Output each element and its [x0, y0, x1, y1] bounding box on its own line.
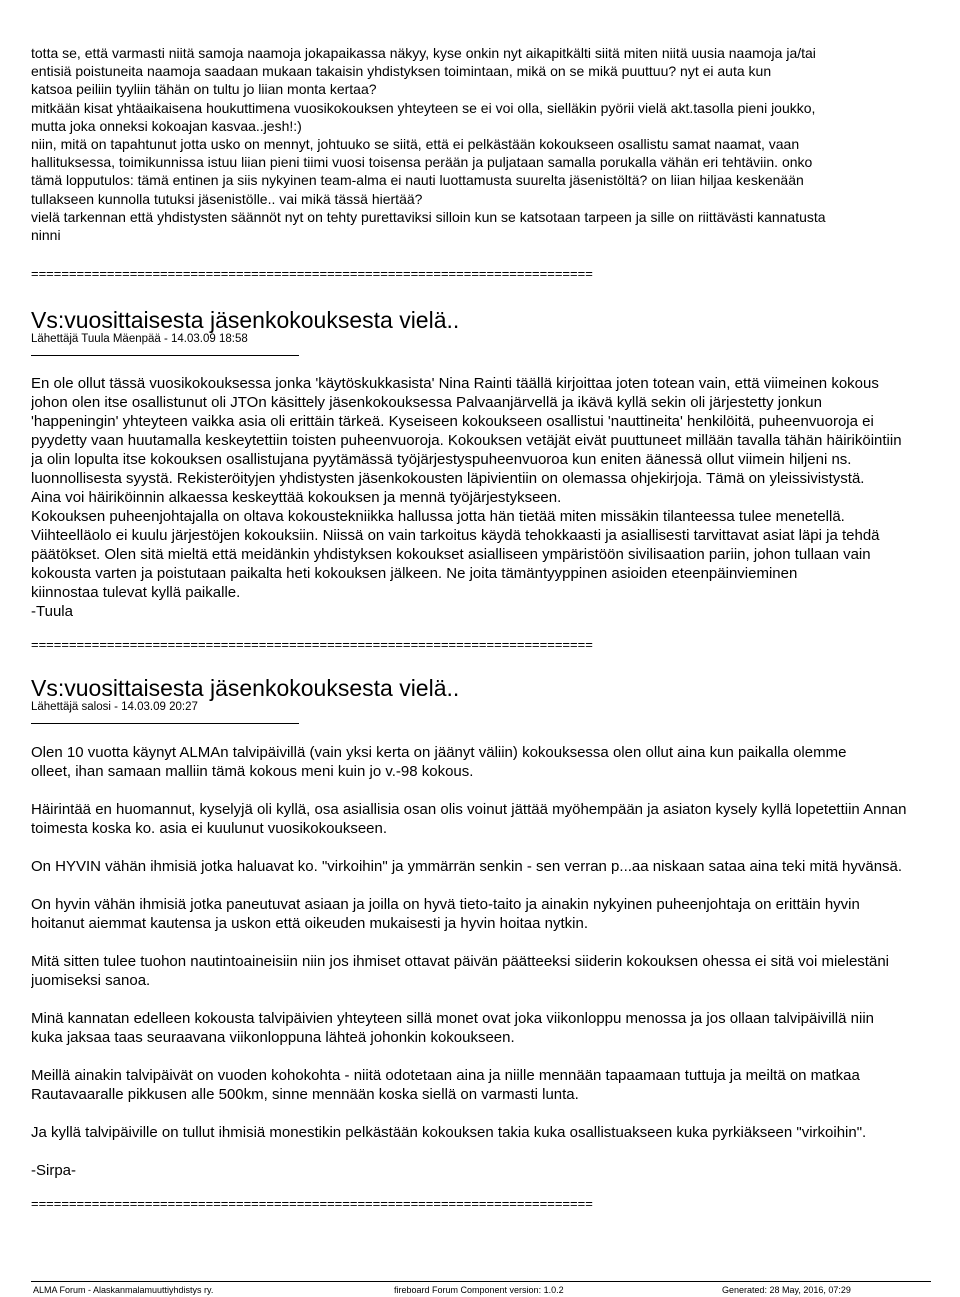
text-line: Ja kyllä talvipäiville on tullut ihmisiä monestikin pelkästään kokouksen takia kuka osallistuakseen kuka pyrkiäkseen "virkoihin".	[31, 1124, 867, 1142]
text-line: katsoa peiliin tyyliin tähän on tultu jo liian monta kertaa?	[31, 81, 377, 98]
text-line: Häirintää en huomannut, kyselyjä oli kyllä, osa asiallisia osan olis voinut jättää myöhempään ja asiaton kysely kyllä lopetettiin Annan	[31, 801, 907, 819]
text-line: 'happeningin' yhteyteen vaikka asia oli erittäin tärkeä. Kyseiseen kokoukseen osallistui 'nauttineita' henkilöitä, puheenvuoroja ei	[31, 413, 874, 431]
text-line: totta se, että varmasti niitä samoja naamoja jokapaikassa näkyy, kyse onkin nyt aikapitkälti siitä miten niitä uusia naamoja ja/tai	[31, 45, 816, 61]
text-line: tämä lopputulos: tämä entinen ja siis nykyinen team-alma ei nauti luottamusta suurelta jäsenistöltä? on liian hiljaa keskenään	[31, 172, 804, 189]
text-line: hoitanut aiemmat kautensa ja uskon että oikeuden mukaisesti ja hyvin hoitaa nytkin.	[31, 915, 588, 933]
text-line: entisiä poistuneita naamoja saadaan mukaan takaisin yhdistyksen toimintaan, mikä on se mikä puuttuu? nyt ei auta kun	[31, 63, 772, 80]
text-line: mutta joka onneksi kokoajan kasvaa..jesh!:)	[31, 117, 302, 134]
text-line: tullakseen kunnolla tutuksi jäsenistölle.. vai mikä tässä hiertää?	[31, 190, 423, 207]
text-line: päätökset. Olen sitä mieltä että meidänkin yhdistyksen kokoukset asialliseen ympäristöön sivilisaation pariin, johon tullaan vain	[31, 546, 871, 564]
post-body	[31, 374, 960, 621]
text-line: ja olin lopulta itse kokouksen osallistujana pyytämässä työjärjestyspuheenvuoroa kun eniten äänessä ollut viimein hiljeni ns.	[31, 451, 852, 469]
signature: -Sirpa-	[31, 1162, 77, 1180]
text-line: Kokouksen puheenjohtajalla on oltava kokoustekniikka hallussa jotta hän tietää miten missäkin tilanteessa tulee menetellä.	[31, 508, 845, 526]
text-line: juomiseksi sanoa.	[31, 972, 151, 990]
footer-site-name: ALMA Forum - Alaskanmalamuuttiyhdistys ry.	[33, 1285, 214, 1295]
intro-post-body	[31, 44, 960, 244]
post-title: Vs:vuosittaisesta jäsenkokouksesta vielä..	[31, 675, 460, 702]
forum-page	[31, 44, 960, 1211]
text-line: luonnollisesta syystä. Rekisteröityjen yhdistysten jäsenkokousten läpivientiin on olemassa ohjekirjoja. Tämä on yleissivistystä.	[31, 470, 865, 488]
post-title: Vs:vuosittaisesta jäsenkokouksesta vielä..	[31, 307, 460, 334]
text-line: olleet, ihan samaan malliin tämä kokous meni kuin jo v.-98 kokous.	[31, 763, 474, 781]
footer-divider	[31, 1281, 931, 1282]
paragraph	[31, 895, 960, 933]
text-line: -Tuula	[31, 603, 73, 621]
paragraph	[31, 1066, 960, 1104]
text-line: Rautavaaralle pikkusen alle 500km, sinne mennään koska siellä on varmasti lunta.	[31, 1086, 579, 1104]
text-line: ninni	[31, 227, 61, 244]
text-line: kuka jaksaa taas seuraavana viikonloppuna lähteä johonkin kokoukseen.	[31, 1029, 515, 1047]
text-line: Mitä sitten tulee tuohon nautintoaineisiin niin jos ihmiset ottavat päivän päätteeksi siiderin kokouksen ohessa ei sitä voi mielestäni	[31, 953, 889, 971]
text-line: toimesta koska ko. asia ei kuulunut vuosikokoukseen.	[31, 820, 388, 838]
text-line: kokousta varten ja poistutaan paikalta heti kokouksen jälkeen. Ne joita tämäntyyppinen asioiden eteenpäinvieminen	[31, 565, 798, 583]
post-body	[31, 743, 960, 1180]
text-line: On hyvin vähän ihmisiä jotka paneutuvat asiaan ja joilla on hyvä tieto-taito ja ainakin nykyinen puheenjohtaja on erittäin hyvin	[31, 896, 860, 914]
paragraph	[31, 800, 960, 838]
text-line: hallituksessa, toimikunnissa istuu liian pieni tiimi vuosi toisensa perään ja puljataan samalla porukalla vähän eri tehtäviin. onko	[31, 154, 813, 171]
paragraph	[31, 743, 960, 781]
footer-generated-date: Generated: 28 May, 2016, 07:29	[722, 1285, 851, 1295]
text-line: Minä kannatan edelleen kokousta talvipäivien yhteyteen sillä monet ovat joka viikonloppu menossa ja jos ollaan talvipäivillä niin	[31, 1010, 875, 1028]
text-line: vielä tarkennan että yhdistysten säännöt nyt on tehty purettaviksi silloin kun se katsotaan tarpeen ja sille on riittävästi kannatusta	[31, 208, 826, 225]
paragraph	[31, 1123, 960, 1142]
paragraph	[31, 1009, 960, 1047]
paragraph	[31, 857, 960, 876]
paragraph	[31, 952, 960, 990]
text-line: On HYVIN vähän ihmisiä jotka haluavat ko. "virkoihin" ja ymmärrän senkin - sen verran p...aa niskaan sataa aina teki mitä hyvänsä.	[31, 858, 903, 876]
text-line: mitkään kisat yhtäaikaisena houkuttimena vuosikokouksen yhteyteen se ei voi olla, sielläkin pyörii vielä akt.tasolla pieni joukko,	[31, 99, 816, 116]
post-separator: ==========================================================================	[31, 266, 593, 282]
text-line: pyydetty vaan huutamalla keskeytettiin toisten puheenvuoroja. Kokouksen vetäjät eivät puuttuneet millään tavalla tähän häiriköintiin	[31, 432, 902, 450]
text-line: kiinnostaa tulevat kyllä paikalle.	[31, 584, 241, 602]
text-line: niin, mitä on tapahtunut jotta usko on mennyt, johtuuko se siitä, että ei pelkästään kokoukseen osallistu samat naamat, vaan	[31, 136, 800, 153]
post-separator: ==========================================================================	[31, 1196, 593, 1212]
text-line: Olen 10 vuotta käynyt ALMAn talvipäivillä (vain yksi kerta on jäänyt väliin) kokouksessa olen ollut aina kun paikalla olemme	[31, 744, 847, 762]
text-line: Aina voi häiriköinnin alkaessa keskeyttää kokouksen ja mennä työjärjestykseen.	[31, 489, 562, 507]
text-line: Meillä ainakin talvipäivät on vuoden kohokohta - niitä odotetaan aina ja niille mennään tapaamaan tuttuja ja meiltä on matkaa	[31, 1067, 860, 1085]
post-meta: Lähettäjä Tuula Mäenpää - 14.03.09 18:58	[31, 333, 248, 346]
paragraph	[31, 1161, 960, 1180]
post-separator: ==========================================================================	[31, 637, 593, 653]
text-line: johon olen itse osallistunut oli JTOn käsittely jäsenkokouksessa Palvaanjärvellä ja ikävä kyllä sekin oli järjestetty jonkun	[31, 394, 822, 412]
text-line: En ole ollut tässä vuosikokouksessa jonka 'käytöskukkasista' Nina Rainti täällä kirjoittaa joten totean vain, että viimeinen kokous	[31, 375, 879, 393]
post-meta: Lähettäjä salosi - 14.03.09 20:27	[31, 701, 198, 714]
text-line: Viihteelläolo ei kuulu järjestöjen kokouksiin. Niissä on vain tarkoitus käydä tehokkaasti ja asiallisesti tarvittavat asiat läpi ja tehdä	[31, 527, 880, 545]
footer-component-version: fireboard Forum Component version: 1.0.2	[394, 1285, 564, 1295]
